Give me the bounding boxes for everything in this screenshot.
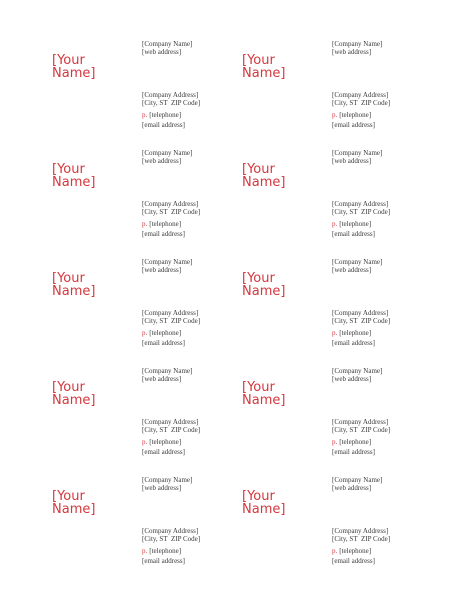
person-name-line-1: [Your [52,489,85,504]
address-block [332,91,390,107]
phone-prefix: p. [332,438,338,446]
person-name-line-1: [Your [242,380,275,395]
web-address: [web address] [142,157,182,165]
company-name: [Company Name] [142,367,193,375]
person-name [52,272,132,298]
email-line [332,448,375,456]
business-card [242,258,432,367]
telephone: [telephone] [339,438,372,446]
email-line [142,230,185,238]
city-state-zip: [City, ST ZIP Code] [332,426,391,434]
email-address: [email address] [142,557,185,565]
telephone: [telephone] [149,220,182,228]
address-block [142,309,200,325]
business-card [52,367,242,476]
web-address: [web address] [332,484,372,492]
web-address: [web address] [332,375,372,383]
phone-line [332,220,371,228]
company-name: [Company Name] [332,149,383,157]
phone-prefix: p. [332,329,338,337]
person-name-line-1: [Your [52,162,85,177]
person-name [52,54,132,80]
person-name-line-2: Name] [52,502,96,517]
person-name-line-2: Name] [242,502,286,517]
address-block [332,309,390,325]
telephone: [telephone] [149,547,182,555]
person-name-line-1: [Your [52,271,85,286]
web-address: [web address] [332,48,372,56]
company-name: [Company Name] [332,367,383,375]
person-name-line-2: Name] [52,284,96,299]
email-address: [email address] [332,230,375,238]
telephone: [telephone] [339,111,372,119]
person-name-line-1: [Your [52,380,85,395]
person-name-line-1: [Your [242,162,275,177]
city-state-zip: [City, ST ZIP Code] [332,535,391,543]
email-address: [email address] [332,448,375,456]
email-address: [email address] [332,557,375,565]
company-name: [Company Name] [332,40,383,48]
person-name-line-1: [Your [242,489,275,504]
email-line [332,339,375,347]
company-name: [Company Name] [332,258,383,266]
city-state-zip: [City, ST ZIP Code] [332,99,391,107]
web-address: [web address] [332,157,372,165]
company-address: [Company Address] [142,418,199,426]
email-line [142,448,185,456]
person-name-line-2: Name] [52,66,96,81]
person-name-line-2: Name] [52,393,96,408]
person-name-line-2: Name] [242,175,286,190]
company-name: [Company Name] [142,476,193,484]
person-name-line-2: Name] [52,175,96,190]
email-address: [email address] [142,339,185,347]
email-address: [email address] [332,339,375,347]
company-block [332,40,382,56]
business-card [52,258,242,367]
web-address: [web address] [142,266,182,274]
city-state-zip: [City, ST ZIP Code] [332,208,391,216]
phone-prefix: p. [142,111,148,119]
address-block [142,200,200,216]
person-name-line-2: Name] [242,66,286,81]
company-block [332,149,382,165]
company-block [332,367,382,383]
phone-prefix: p. [332,220,338,228]
company-address: [Company Address] [142,91,199,99]
person-name [52,490,132,516]
web-address: [web address] [142,484,182,492]
address-block [142,527,200,543]
email-address: [email address] [142,448,185,456]
company-block [142,367,192,383]
company-name: [Company Name] [142,149,193,157]
person-name [242,490,322,516]
phone-line [142,220,181,228]
person-name-line-1: [Your [242,271,275,286]
person-name [242,54,322,80]
phone-prefix: p. [142,547,148,555]
business-card [242,149,432,258]
email-line [332,230,375,238]
company-address: [Company Address] [142,309,199,317]
city-state-zip: [City, ST ZIP Code] [142,317,201,325]
city-state-zip: [City, ST ZIP Code] [332,317,391,325]
city-state-zip: [City, ST ZIP Code] [142,99,201,107]
business-card [52,149,242,258]
company-name: [Company Name] [142,40,193,48]
person-name [52,163,132,189]
address-block [142,91,200,107]
company-address: [Company Address] [332,309,389,317]
web-address: [web address] [142,375,182,383]
company-address: [Company Address] [332,527,389,535]
company-block [332,476,382,492]
phone-line [142,111,181,119]
email-address: [email address] [142,121,185,129]
company-block [332,258,382,274]
web-address: [web address] [332,266,372,274]
email-line [332,557,375,565]
address-block [142,418,200,434]
phone-prefix: p. [142,329,148,337]
telephone: [telephone] [149,329,182,337]
company-name: [Company Name] [332,476,383,484]
business-card [242,476,432,585]
address-block [332,527,390,543]
email-address: [email address] [332,121,375,129]
phone-prefix: p. [332,547,338,555]
phone-line [142,329,181,337]
phone-line [332,111,371,119]
email-line [142,557,185,565]
person-name [242,272,322,298]
company-block [142,476,192,492]
email-line [332,121,375,129]
email-address: [email address] [142,230,185,238]
email-line [142,339,185,347]
business-card [52,40,242,149]
city-state-zip: [City, ST ZIP Code] [142,426,201,434]
business-card [242,40,432,149]
telephone: [telephone] [339,220,372,228]
person-name [242,163,322,189]
phone-line [142,438,181,446]
phone-prefix: p. [142,438,148,446]
business-card [52,476,242,585]
phone-line [332,329,371,337]
company-block [142,149,192,165]
phone-line [142,547,181,555]
email-line [142,121,185,129]
business-card [242,367,432,476]
person-name [52,381,132,407]
telephone: [telephone] [149,438,182,446]
company-address: [Company Address] [332,91,389,99]
phone-prefix: p. [142,220,148,228]
address-block [332,200,390,216]
company-block [142,40,192,56]
telephone: [telephone] [149,111,182,119]
company-address: [Company Address] [332,418,389,426]
person-name-line-2: Name] [242,393,286,408]
phone-line [332,547,371,555]
person-name-line-1: [Your [242,53,275,68]
company-address: [Company Address] [332,200,389,208]
person-name-line-1: [Your [52,53,85,68]
company-name: [Company Name] [142,258,193,266]
phone-prefix: p. [332,111,338,119]
person-name-line-2: Name] [242,284,286,299]
person-name [242,381,322,407]
web-address: [web address] [142,48,182,56]
company-address: [Company Address] [142,527,199,535]
telephone: [telephone] [339,547,372,555]
city-state-zip: [City, ST ZIP Code] [142,535,201,543]
company-block [142,258,192,274]
city-state-zip: [City, ST ZIP Code] [142,208,201,216]
telephone: [telephone] [339,329,372,337]
phone-line [332,438,371,446]
company-address: [Company Address] [142,200,199,208]
address-block [332,418,390,434]
